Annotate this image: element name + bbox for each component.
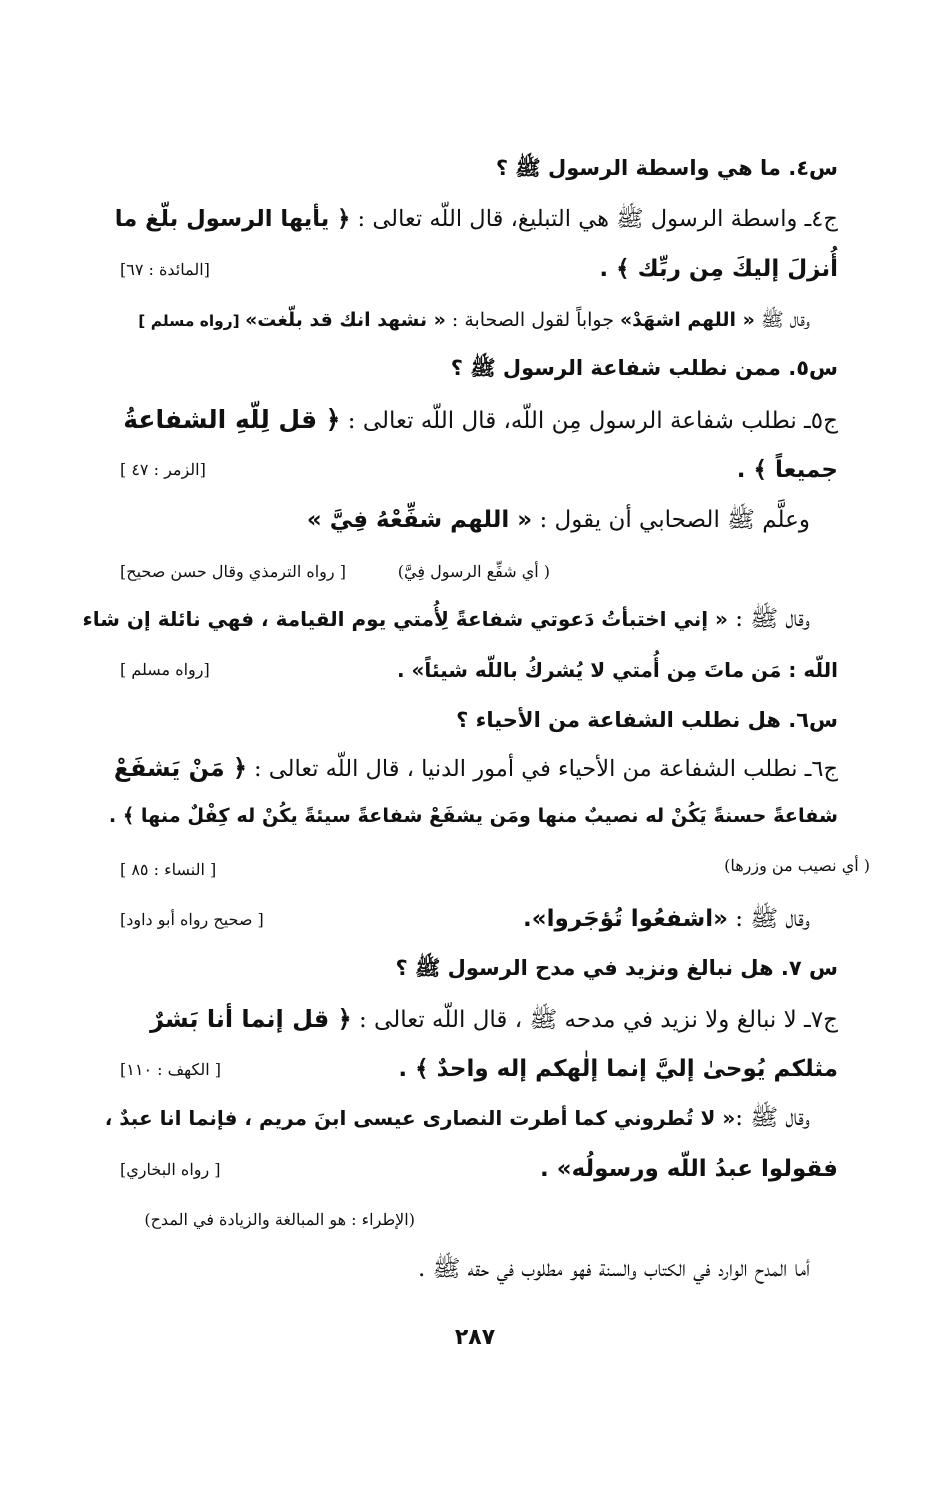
quran-verse: ﴿ قل لِلّهِ الشفاعةُ bbox=[123, 405, 341, 434]
answer-6-line-2: شفاعةً حسنةً يَكُنْ له نصيبٌ منها ومَن يشفَعْ شفاعةً سيئةً يكُنْ له كِفْلٌ منها ﴾ . bbox=[108, 804, 838, 827]
hadith-intro: وقال ﷺ : bbox=[735, 1105, 810, 1131]
quran-verse: ﴿ مَنْ يَشفَعْ bbox=[113, 754, 247, 782]
answer-7-line-1 bbox=[150, 1005, 838, 1035]
answer-6-line-1 bbox=[114, 754, 838, 783]
hadith-quote: « إني اختبأتُ دَعوتي شفاعةً لِأُمتي يوم القيامة ، فهي نائلة إن شاء bbox=[82, 607, 728, 631]
reference-abu-dawud: [ صحيح رواه أبو داود] bbox=[120, 910, 264, 929]
hadith-quote: « اللهم اشهَدْ» bbox=[619, 309, 755, 331]
hadith-line-20 bbox=[105, 1105, 810, 1133]
page-number: ٢٨٧ bbox=[454, 1325, 496, 1350]
answer-5-line-2: جميعاً ﴾ . bbox=[736, 457, 838, 483]
reference-kahf: [ الكهف : ١١٠] bbox=[120, 1060, 222, 1079]
hadith-line-16 bbox=[523, 906, 810, 934]
hadith-intro: وقال ﷺ : bbox=[727, 906, 810, 932]
hadith-quote: «اشفعُوا تُؤجَروا». bbox=[523, 906, 728, 932]
question-4: س٤. ما هي واسطة الرسول ﷺ ؟ bbox=[495, 156, 838, 180]
teaching-text: وعلَّم ﷺ الصحابي أن يقول : bbox=[532, 507, 810, 533]
hadith-line-10 bbox=[83, 606, 811, 634]
companions-quote: « نشهد انك قد بلّغت» bbox=[245, 309, 446, 331]
question-7: س ٧. هل نبالغ ونزيد في مدح الرسول ﷺ ؟ bbox=[395, 956, 838, 980]
reference-tirmidhi: [ رواه الترمذي وقال حسن صحيح] bbox=[120, 562, 346, 581]
note-itraa: (الإطراء : هو المبالغة والزيادة في المدح) bbox=[144, 1210, 415, 1229]
question-6: س٦. هل نطلب الشفاعة من الأحياء ؟ bbox=[456, 708, 838, 732]
hadith-line-4 bbox=[138, 307, 810, 332]
reference-bukhari: [ رواه البخاري] bbox=[120, 1160, 221, 1179]
answer-4-text: ج٤ـ واسطة الرسول ﷺ هي التبليغ، قال اللّه تعالى : bbox=[350, 206, 838, 232]
answer-4-line-2: أُنزلَ إليكَ مِن ربِّك ﴾ . bbox=[599, 256, 838, 282]
teaching-line bbox=[307, 507, 810, 535]
answer-5-text: ج٥ـ نطلب شفاعة الرسول مِن اللّه، قال اللّه تعالى : bbox=[340, 408, 838, 434]
note-shafaah: ( أي شفِّع الرسول فِيَّ) bbox=[397, 562, 550, 581]
answer-4-line-1 bbox=[115, 206, 838, 233]
hadith-line-21: فقولوا عبدُ اللّه ورسولُه» . bbox=[539, 1156, 838, 1182]
question-5: س٥. ممن نطلب شفاعة الرسول ﷺ ؟ bbox=[450, 356, 838, 380]
reference-nisa: [ النساء : ٨٥ ] bbox=[120, 860, 217, 879]
closing-line: أما المدح الوارد في الكتاب والسنة فهو مطلوب في حقه ﷺ . bbox=[417, 1256, 810, 1282]
quran-verse: ﴿ قل إنما أنا بَشرٌ bbox=[150, 1005, 352, 1033]
quran-verse: ﴿ يأيها الرسول بلّغ ما bbox=[114, 206, 351, 232]
hadith-context: جواباً لقول الصحابة : bbox=[445, 309, 620, 331]
hadith-line-11: اللّه : مَن ماتَ مِن أُمتي لا يُشركُ باللّه شيئاً» . bbox=[396, 658, 838, 682]
answer-5-line-1 bbox=[123, 405, 838, 436]
dua-quote: « اللهم شفِّعْهُ فِيَّ » bbox=[306, 507, 533, 533]
hadith-intro: وقال ﷺ : bbox=[727, 606, 810, 632]
note-wizr: ( أي نصيب من وزرها) bbox=[724, 856, 870, 875]
answer-7-text: ج٧ـ لا نبالغ ولا نزيد في مدحه ﷺ ، قال اللّه تعالى : bbox=[351, 1007, 838, 1033]
reference-muslim: [رواه مسلم ] bbox=[120, 660, 210, 679]
answer-7-line-2: مثلكم يُوحىٰ إليَّ إنما إلٰهكم إله واحدٌ ﴾ . bbox=[398, 1056, 838, 1082]
answer-6-text: ج٦ـ نطلب الشفاعة من الأحياء في أمور الدنيا ، قال اللّه تعالى : bbox=[246, 756, 838, 782]
hadith-quote: « لا تُطروني كما أطرت النصارى عيسى ابنَ مريم ، فإنما انا عبدٌ ، bbox=[104, 1106, 736, 1130]
hadith-intro: وقال ﷺ bbox=[754, 309, 810, 331]
reference-zumar: [الزمر : ٤٧ ] bbox=[120, 460, 206, 479]
reference-maidah: [المائدة : ٦٧] bbox=[120, 260, 210, 279]
hadith-source: [رواه مسلم ] bbox=[138, 312, 246, 330]
